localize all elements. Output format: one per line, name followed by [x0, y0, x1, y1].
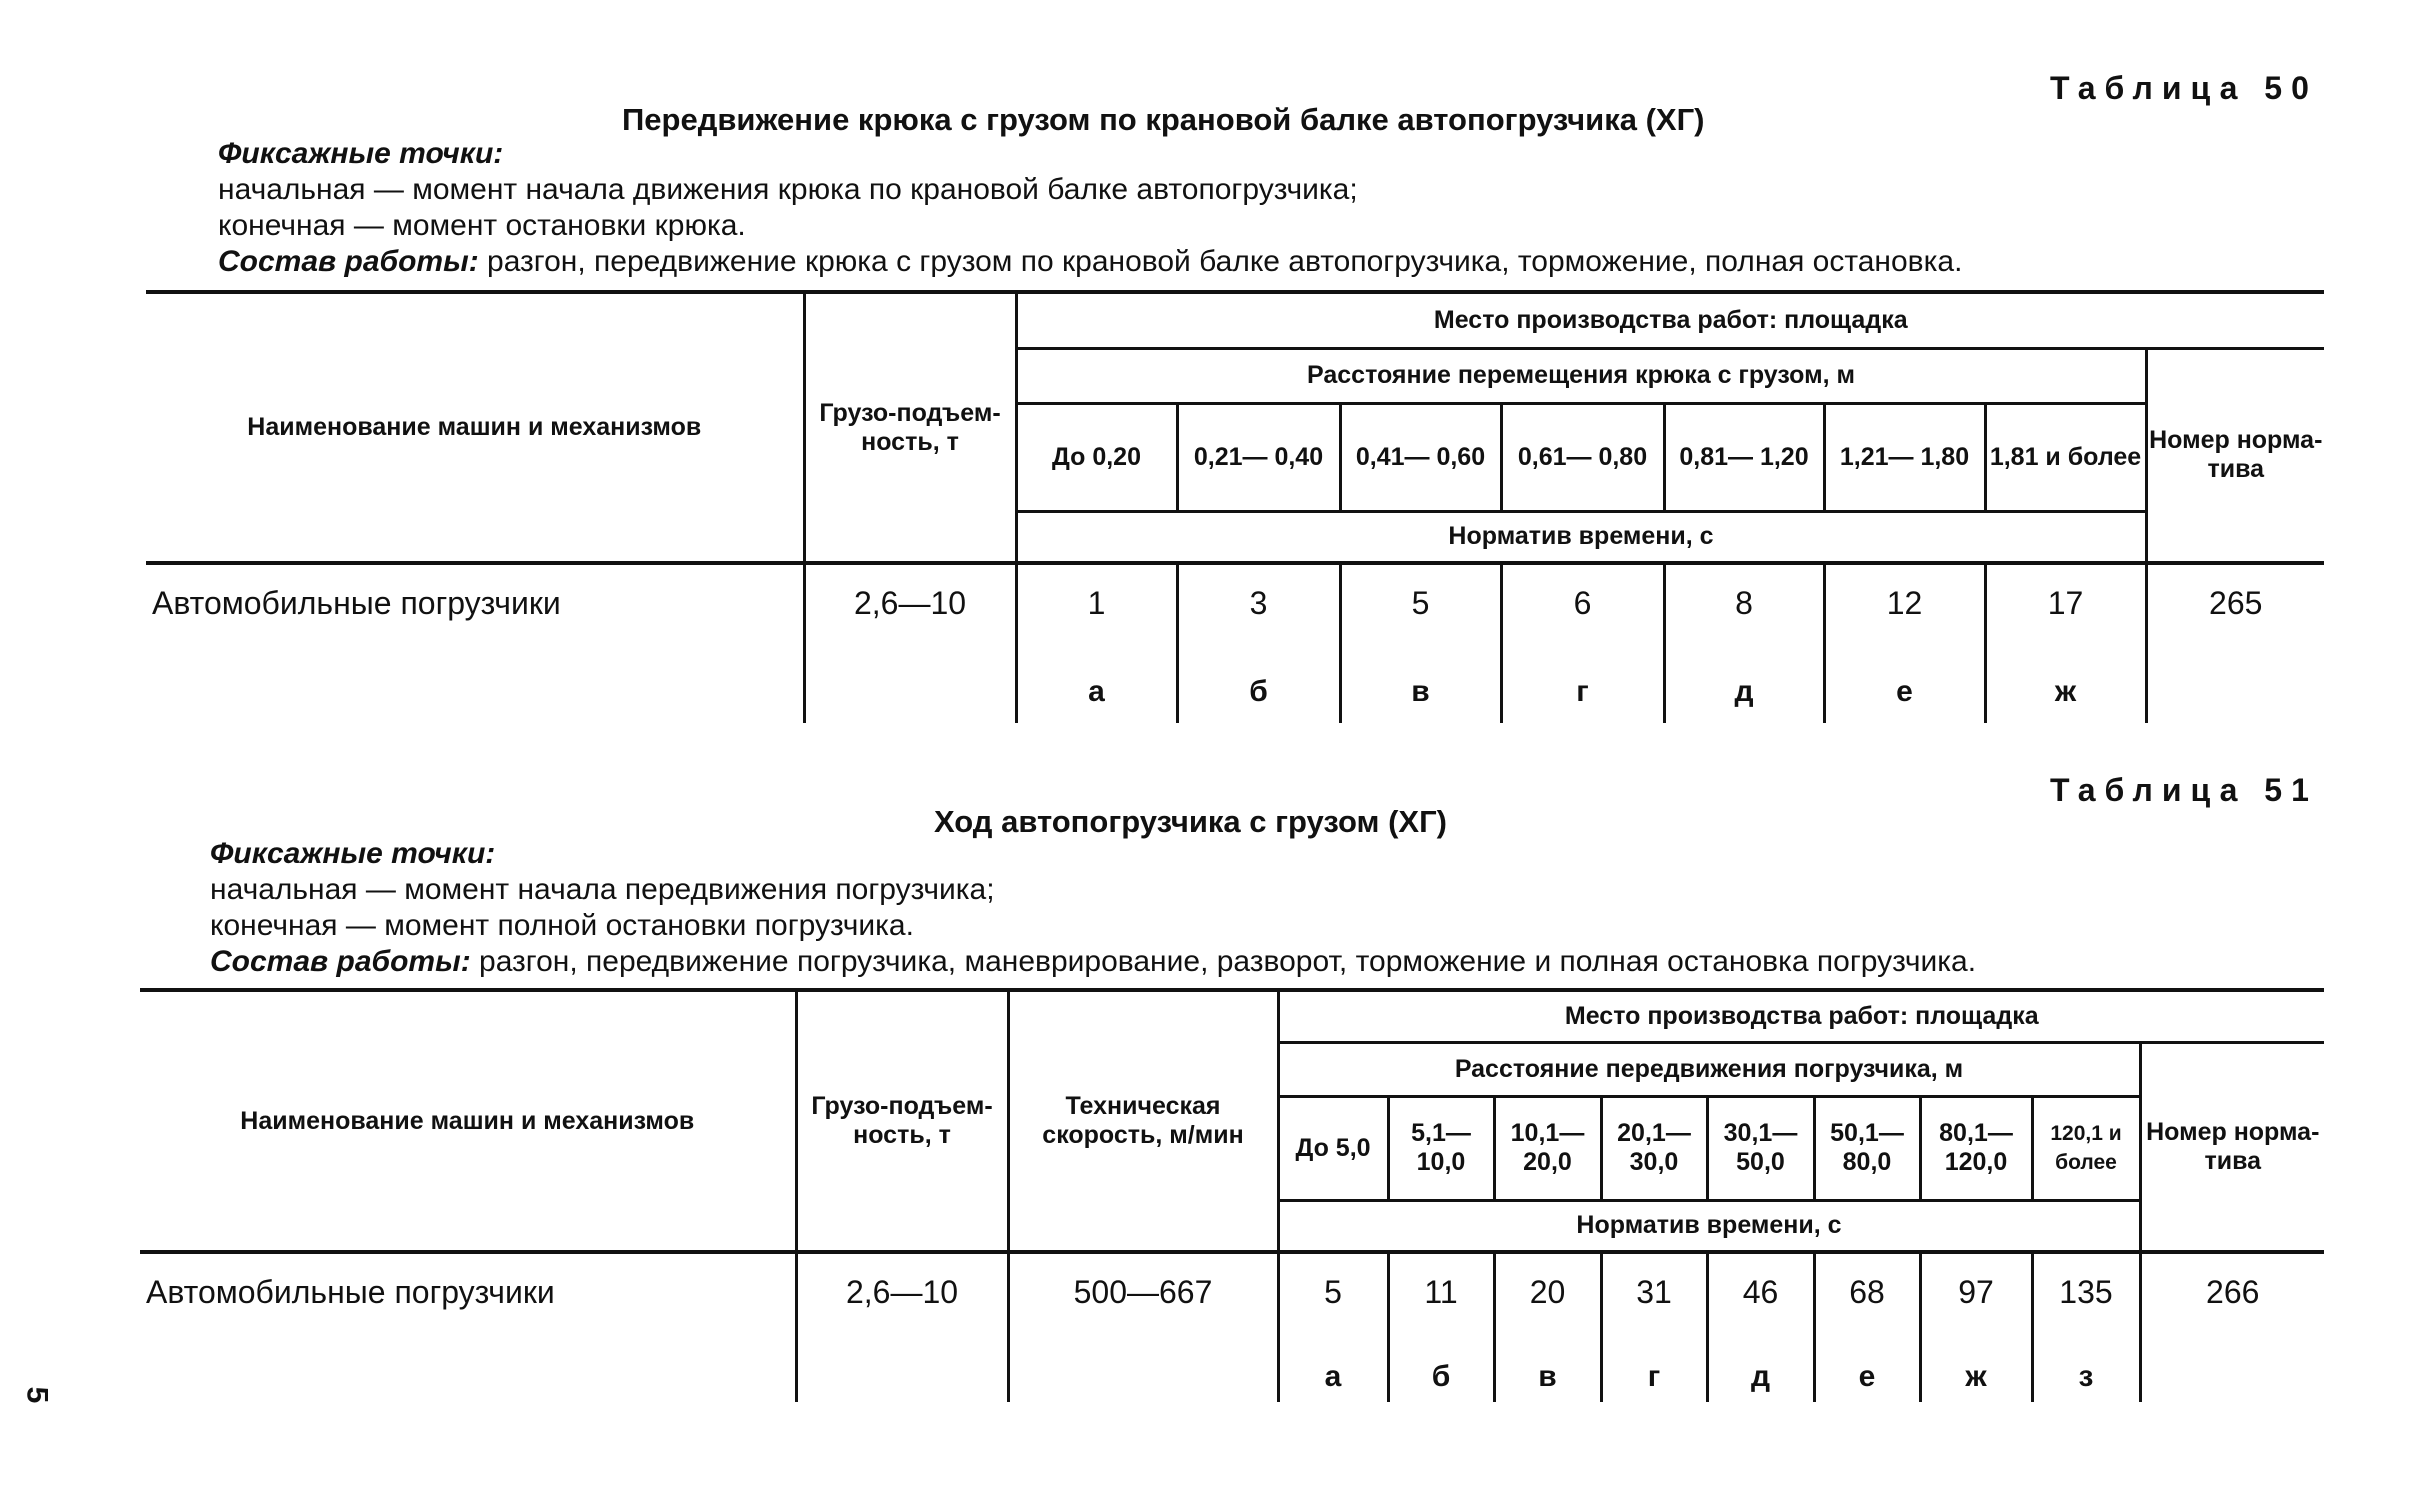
- t50-value-4: 8: [1664, 563, 1824, 651]
- t50-fix-label: Фиксажные точки:: [218, 137, 504, 170]
- t51-letter-5: е: [1814, 1336, 1920, 1402]
- t51-work-composition: [210, 944, 1976, 980]
- t50-letter-1: б: [1177, 651, 1340, 723]
- t51-letter-1: б: [1388, 1336, 1494, 1402]
- t50-col-4: 0,81— 1,20: [1664, 403, 1824, 511]
- t51-col-3: 20,1— 30,0: [1601, 1096, 1707, 1200]
- t51-header-speed: Техническая скорость, м/мин: [1008, 990, 1278, 1252]
- t51-letter-6: ж: [1920, 1336, 2032, 1402]
- t51-header-number: Номер норма-тива: [2140, 1042, 2324, 1252]
- t50-value-2: 5: [1340, 563, 1501, 651]
- t50-work-text: разгон, передвижение крюка с грузом по крановой балке автопогрузчика, торможение, полная остановка.: [478, 245, 1963, 278]
- t51-value-2: 20: [1494, 1252, 1601, 1336]
- t50-letter-2: в: [1340, 651, 1501, 723]
- t51-header-time: Норматив времени, с: [1278, 1200, 2140, 1252]
- t50-work-label: Состав работы:: [218, 245, 479, 278]
- t51-letter-0: а: [1278, 1336, 1388, 1402]
- t50-fix-start: начальная — момент начала движения крюка по крановой балке автопогрузчика;: [218, 173, 1358, 206]
- t50-header-time: Норматив времени, с: [1016, 511, 2146, 563]
- t50-col-5: 1,21— 1,80: [1824, 403, 1985, 511]
- t51-letter-4: д: [1707, 1336, 1814, 1402]
- t50-letter-5: е: [1824, 651, 1985, 723]
- t51-value-7: 135: [2032, 1252, 2140, 1336]
- t50-header-distance: Расстояние перемещения крюка с грузом, м: [1016, 348, 2146, 403]
- table-50: [146, 290, 2324, 723]
- t50-fix-end: конечная — момент остановки крюка.: [218, 209, 746, 242]
- t51-letter-2: в: [1494, 1336, 1601, 1402]
- t50-col-2: 0,41— 0,60: [1340, 403, 1501, 511]
- t51-letter-row: [140, 1336, 2324, 1402]
- t51-value-1: 11: [1388, 1252, 1494, 1336]
- t51-value-6: 97: [1920, 1252, 2032, 1336]
- t51-row-speed: 500—667: [1008, 1252, 1278, 1336]
- t51-row-capacity: 2,6—10: [796, 1252, 1008, 1336]
- t50-letter-row: [146, 651, 2324, 723]
- t50-col-3: 0,61— 0,80: [1501, 403, 1664, 511]
- t51-header-distance: Расстояние передвижения погрузчика, м: [1278, 1042, 2140, 1096]
- t51-value-5: 68: [1814, 1252, 1920, 1336]
- t50-value-1: 3: [1177, 563, 1340, 651]
- t50-value-5: 12: [1824, 563, 1985, 651]
- table-50-title: Передвижение крюка с грузом по крановой балке автопогрузчика (ХГ): [622, 102, 1705, 137]
- t50-data-row: [146, 563, 2324, 651]
- t50-header-number: Номер норма-тива: [2146, 348, 2324, 563]
- t50-col-6: 1,81 и более: [1985, 403, 2146, 511]
- t51-header-name: Наименование машин и механизмов: [140, 990, 796, 1252]
- t51-work-label: Состав работы:: [210, 945, 471, 978]
- t50-row-capacity: 2,6—10: [804, 563, 1016, 651]
- table-50-label: Таблица 50: [2050, 70, 2318, 106]
- t50-value-0: 1: [1016, 563, 1177, 651]
- t50-header-place: Место производства работ: площадка: [1016, 292, 2324, 348]
- t51-col-6: 80,1— 120,0: [1920, 1096, 2032, 1200]
- table-51: [140, 988, 2324, 1402]
- t50-value-3: 6: [1501, 563, 1664, 651]
- t51-fix-end: конечная — момент полной остановки погрузчика.: [210, 909, 914, 942]
- t50-letter-0: а: [1016, 651, 1177, 723]
- t51-fix-start: начальная — момент начала передвижения погрузчика;: [210, 873, 995, 906]
- page-number: 5: [20, 1386, 54, 1404]
- t50-work-composition: [218, 244, 1962, 280]
- t51-value-3: 31: [1601, 1252, 1707, 1336]
- t50-letter-3: г: [1501, 651, 1664, 723]
- t51-fix-label: Фиксажные точки:: [210, 837, 496, 870]
- t51-row-name: Автомобильные погрузчики: [140, 1252, 796, 1336]
- t51-col-0: До 5,0: [1278, 1096, 1388, 1200]
- t50-col-0: До 0,20: [1016, 403, 1177, 511]
- t51-col-4: 30,1— 50,0: [1707, 1096, 1814, 1200]
- t50-value-6: 17: [1985, 563, 2146, 651]
- t51-col-1: 5,1— 10,0: [1388, 1096, 1494, 1200]
- table-51-title: Ход автопогрузчика с грузом (ХГ): [934, 804, 1447, 839]
- t51-letter-3: г: [1601, 1336, 1707, 1402]
- t51-value-4: 46: [1707, 1252, 1814, 1336]
- t51-row-number: 266: [2140, 1252, 2324, 1336]
- table-51-label: Таблица 51: [2050, 772, 2318, 808]
- t50-col-1: 0,21— 0,40: [1177, 403, 1340, 511]
- t50-letter-6: ж: [1985, 651, 2146, 723]
- t51-header-capacity: Грузо-подъем-ность, т: [796, 990, 1008, 1252]
- t51-work-text: разгон, передвижение погрузчика, маневрирование, разворот, торможение и полная остановка погрузчика.: [470, 945, 1977, 978]
- t51-col-2: 10,1— 20,0: [1494, 1096, 1601, 1200]
- t50-letter-4: д: [1664, 651, 1824, 723]
- t50-header-capacity: Грузо-подъем-ность, т: [804, 292, 1016, 563]
- t50-row-number: 265: [2146, 563, 2324, 651]
- t51-data-row: [140, 1252, 2324, 1336]
- t51-header-place: Место производства работ: площадка: [1278, 990, 2324, 1042]
- t51-col-5: 50,1— 80,0: [1814, 1096, 1920, 1200]
- t50-row-name: Автомобильные погрузчики: [146, 563, 804, 651]
- t51-col-7: 120,1 и более: [2032, 1096, 2140, 1200]
- t50-header-name: Наименование машин и механизмов: [146, 292, 804, 563]
- t51-letter-7: з: [2032, 1336, 2140, 1402]
- t51-value-0: 5: [1278, 1252, 1388, 1336]
